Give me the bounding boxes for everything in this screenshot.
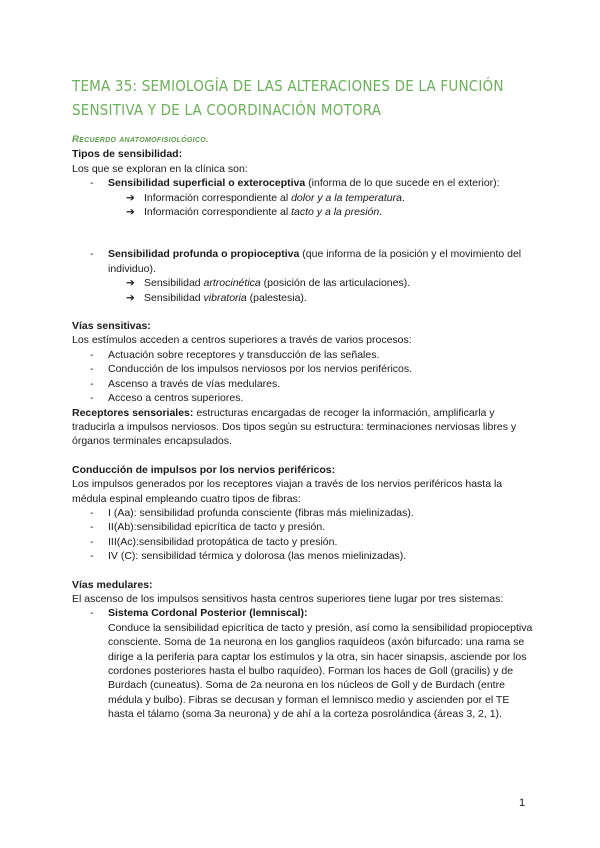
list-item: - Actuación sobre receptores y transducción de las señales. (72, 348, 534, 362)
list-item: - II(Ab):sensibilidad epicrítica de tacto y presión. (72, 520, 534, 534)
vias-heading: Vías sensitivas: (72, 320, 151, 333)
list-item: - Ascenso a través de vías medulares. (72, 377, 534, 391)
receptores-paragraph: Receptores sensoriales: estructuras encargadas de recoger la información, amplificarla y traducirla a impulsos nerviosos. Dos tipos según su estructura: terminaciones nerviosas libres y órganos terminales encapsulados. (72, 406, 517, 448)
arrow-icon: ➔ (126, 191, 135, 204)
list-item: ➔ Información correspondiente al dolor y a la temperatura. (126, 191, 405, 204)
conduccion-intro: Los impulsos generados por los receptores viajan a través de los nervios periféricos hasta la médula espinal empleando cuatro tipos de fibras: (72, 478, 503, 505)
section-subheading: Recuerdo anatomofisiológico. (72, 134, 209, 145)
tipos-intro: Los que se exploran en la clínica son: (72, 162, 248, 175)
arrow-icon: ➔ (126, 291, 135, 304)
list-item: - III(Ac):sensibilidad protopática de tacto y presión. (72, 535, 534, 549)
arrow-icon: ➔ (126, 277, 135, 290)
profunda-desc: (que informa de la posición y el movimiento del individuo). (108, 248, 522, 275)
list-item: ➔ Información correspondiente al tacto y a la presión. (126, 206, 383, 219)
list-item: - Conducción de los impulsos nerviosos por los nervios periféricos. (72, 362, 534, 376)
list-item: - Acceso a centros superiores. (72, 391, 534, 405)
list-item: ➔ Sensibilidad artrocinética (posición de las articulaciones). (126, 277, 411, 290)
arrow-icon: ➔ (126, 206, 135, 219)
list-item-superficial (72, 176, 534, 190)
page-title: TEMA 35: SEMIOLOGÍA DE LAS ALTERACIONES DE LA FUNCIÓN SENSITIVA Y DE LA COORDINACIÓN MOTORA (72, 77, 504, 119)
superficial-desc: (informa de lo que sucede en el exterior): (305, 177, 500, 190)
conduccion-heading: Conducción de impulsos por los nervios periféricos: (72, 463, 336, 476)
profunda-term: Sensibilidad profunda o propioceptiva (108, 248, 300, 261)
list-item: - IV (C): sensibilidad térmica y dolorosa (las menos mielinizadas). (72, 549, 534, 563)
superficial-term: Sensibilidad superficial o exteroceptiva (108, 177, 306, 190)
sistema-cordonal-text: Conduce la sensibilidad epicrítica de tacto y presión, así como la sensibilidad propioceptiva consciente. Soma de 1a neurona en los ganglios raquídeos (axón bifurcado: una rama se dirige a la periferia para captar los estímulos y la otra, sin hacer sinapsis, asciende por los cordones posteriores hasta el bulbo raquídeo). Forman los haces de Goll (gracilis) y de Burdach (cuneatus). Soma de 2a neurona en los núcleos de Goll y de Burdach (entre médula y bulbo). Fibras se decusan y forman el lemnisco medio y ascienden por el TE hasta el tálamo (soma 3a neurona) y de ahí a la corteza posrolándica (áreas 3, 2, 1). (108, 621, 533, 721)
page-number: 1 (519, 797, 526, 809)
list-item-sistema-cordonal: - Sistema Cordonal Posterior (lemniscal): (72, 606, 534, 620)
list-item: - I (Aa): sensibilidad profunda consciente (fibras más mielinizadas). (72, 506, 534, 520)
list-item: ➔ Sensibilidad vibratoria (palestesia). (126, 291, 307, 304)
document-body (72, 133, 534, 722)
vias-intro: Los estímulos acceden a centros superiores a través de varios procesos: (72, 334, 412, 347)
tipos-heading: Tipos de sensibilidad: (72, 148, 183, 161)
medulares-heading: Vías medulares: (72, 578, 153, 591)
medulares-intro: El ascenso de los impulsos sensitivos hasta centros superiores tiene lugar por tres sistemas: (72, 592, 504, 605)
list-item-profunda (72, 247, 534, 276)
